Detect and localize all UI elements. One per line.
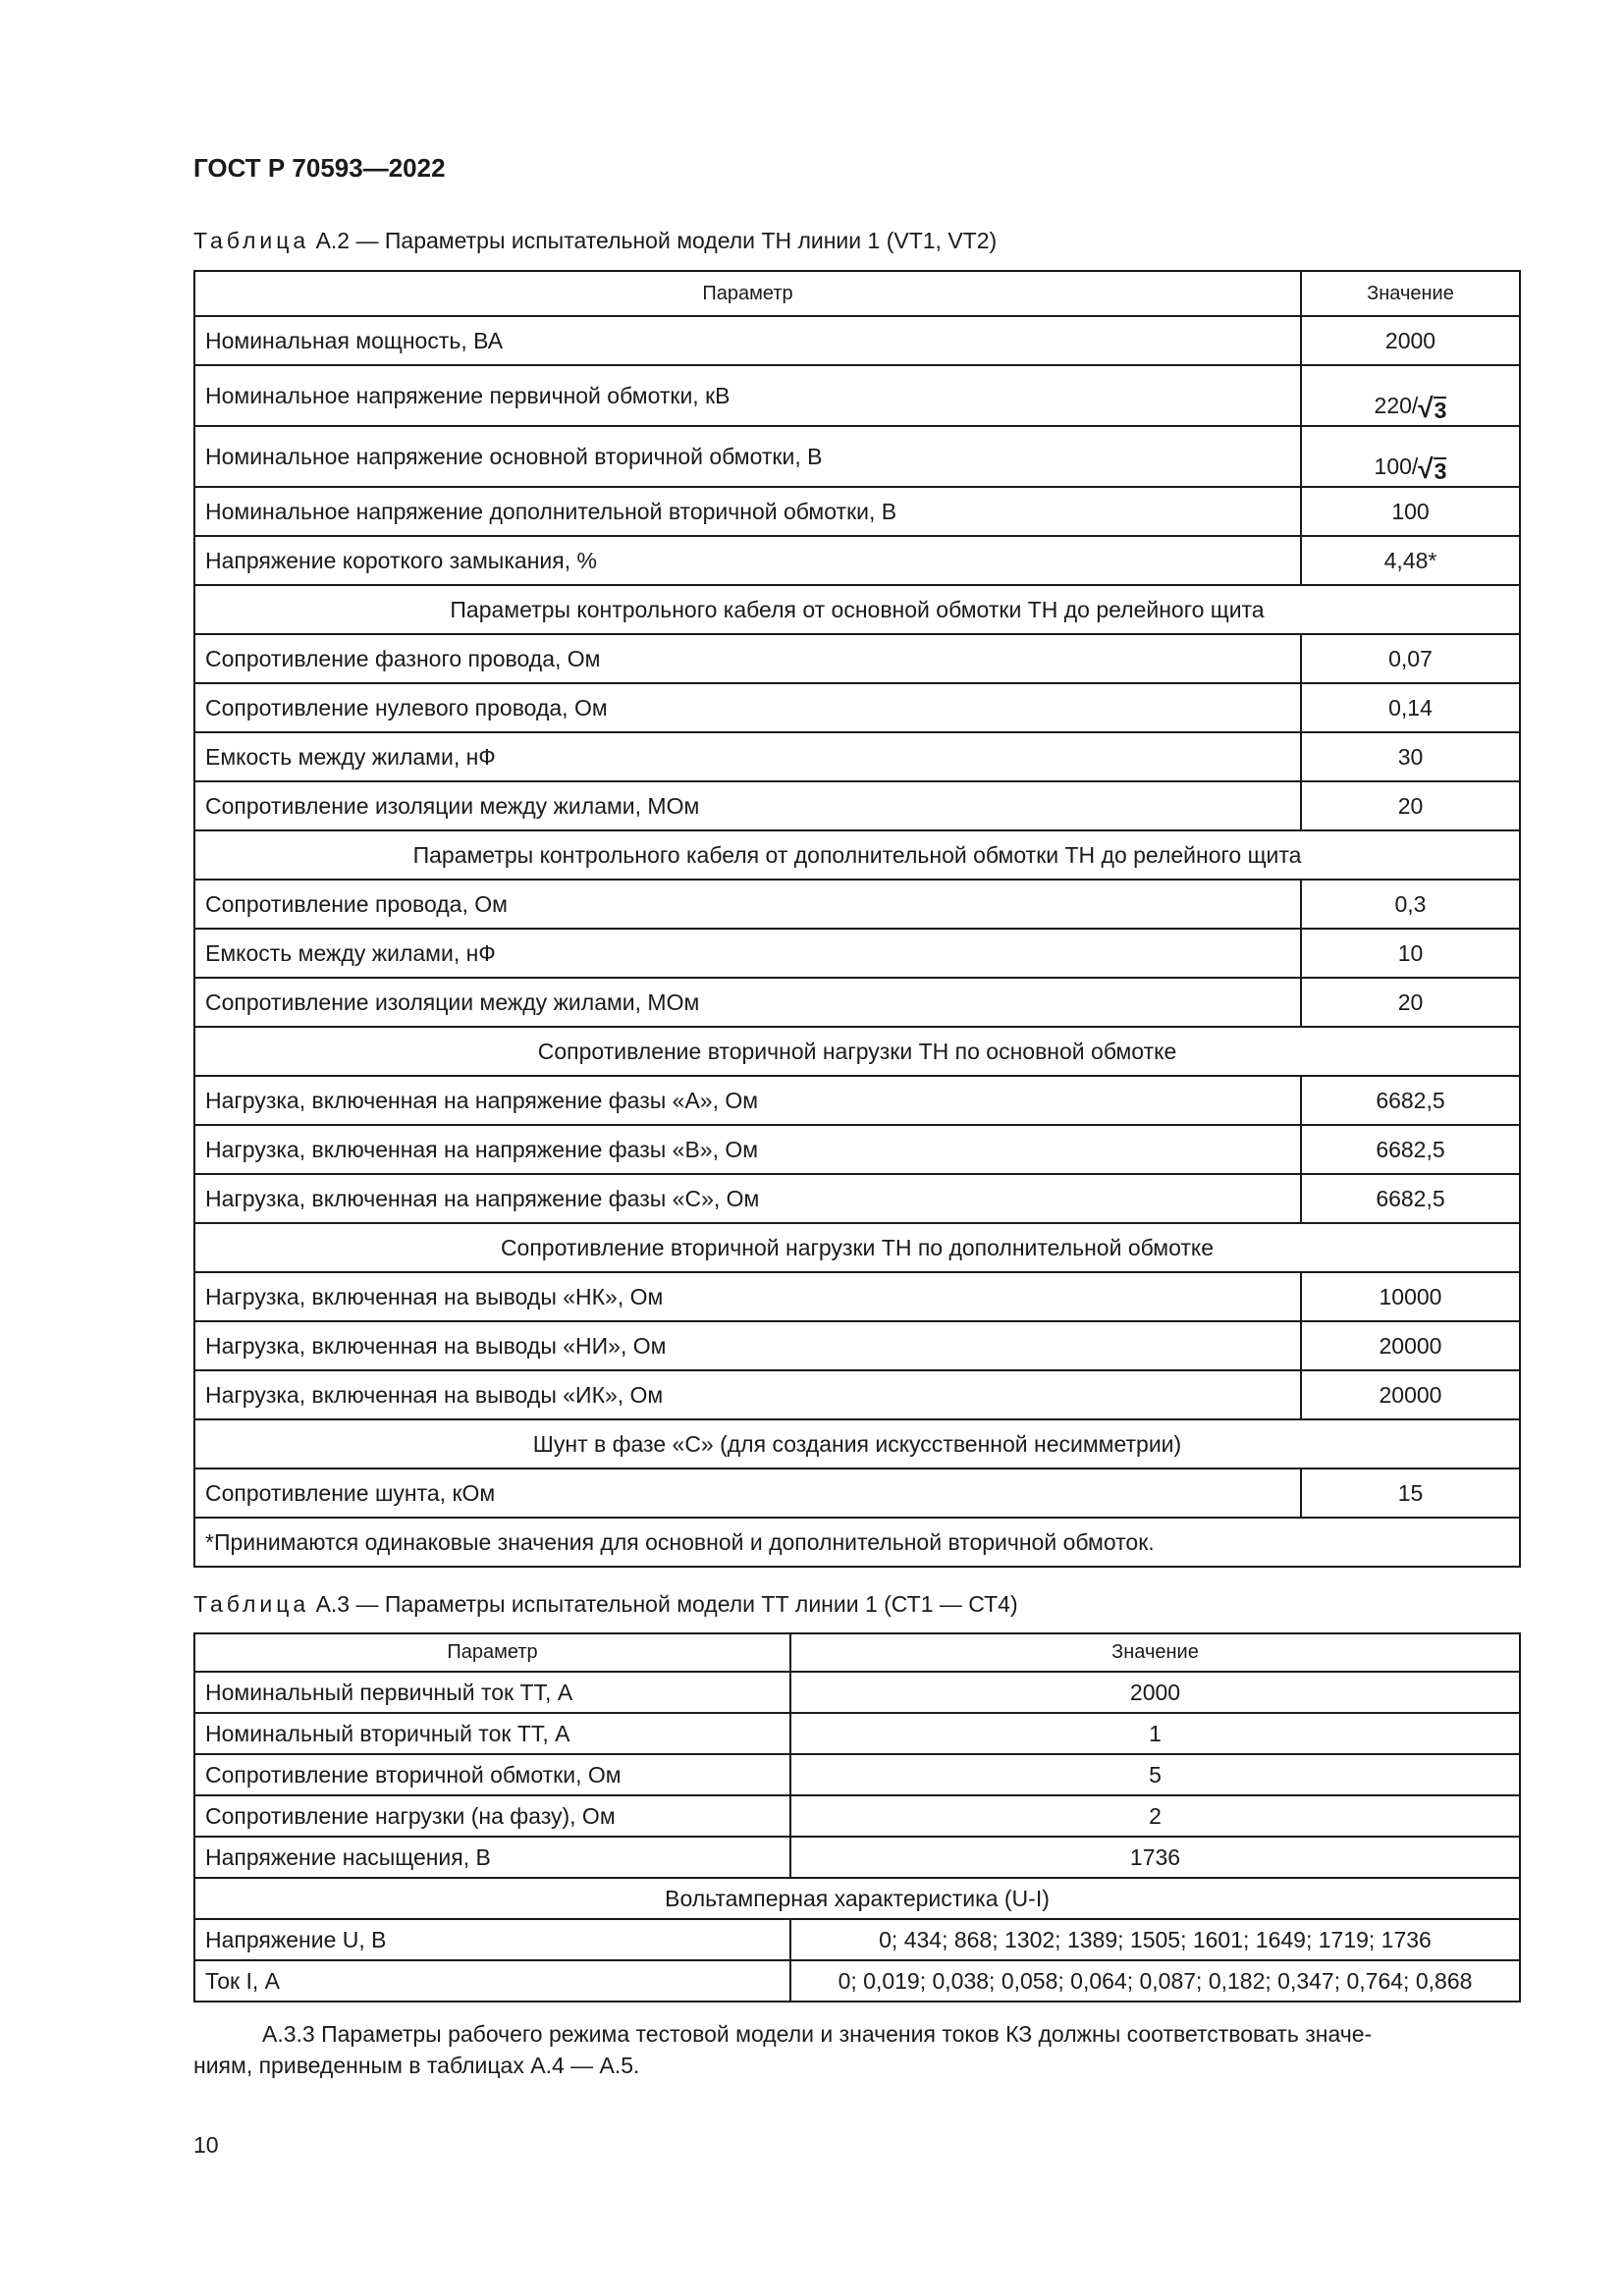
value-cell: 10000 xyxy=(1301,1272,1520,1321)
param-cell: Нагрузка, включенная на напряжение фазы «А», Ом xyxy=(194,1076,1301,1125)
table-footnote: *Принимаются одинаковые значения для основной и дополнительной вторичной обмоток. xyxy=(194,1518,1520,1567)
section-title: Параметры контрольного кабеля от основной обмотки ТН до релейного щита xyxy=(194,585,1520,634)
value-cell: 15 xyxy=(1301,1468,1520,1518)
table-row xyxy=(194,1468,1520,1518)
table-row xyxy=(194,880,1520,929)
value-cell: 6682,5 xyxy=(1301,1174,1520,1223)
sqrt-expression xyxy=(1418,455,1446,483)
sqrt-expression xyxy=(1418,395,1446,422)
value-cell: 20000 xyxy=(1301,1321,1520,1370)
value-cell xyxy=(1301,365,1520,426)
table-section-row xyxy=(194,830,1520,880)
value-cell: 10 xyxy=(1301,929,1520,978)
table-section-row xyxy=(194,1027,1520,1076)
table-a2-caption xyxy=(193,228,997,254)
table-row xyxy=(194,929,1520,978)
value-cell: 4,48* xyxy=(1301,536,1520,585)
table-row xyxy=(194,1837,1520,1878)
sqrt-sign-icon: √ xyxy=(1418,454,1434,484)
table-a2-caption-word: Таблица xyxy=(193,228,310,253)
table-row xyxy=(194,1125,1520,1174)
table-row xyxy=(194,1960,1520,2002)
table-a2 xyxy=(193,270,1521,1568)
param-cell: Ток I, А xyxy=(194,1960,790,2002)
value-cell: 6682,5 xyxy=(1301,1125,1520,1174)
table-section-row xyxy=(194,1223,1520,1272)
param-cell: Сопротивление шунта, кОм xyxy=(194,1468,1301,1518)
section-title: Параметры контрольного кабеля от дополнительной обмотки ТН до релейного щита xyxy=(194,830,1520,880)
param-cell: Сопротивление провода, Ом xyxy=(194,880,1301,929)
value-cell: 1 xyxy=(790,1713,1520,1754)
param-cell: Нагрузка, включенная на выводы «ИК», Ом xyxy=(194,1370,1301,1419)
param-cell: Нагрузка, включенная на выводы «НК», Ом xyxy=(194,1272,1301,1321)
table-row xyxy=(194,316,1520,365)
value-cell: 30 xyxy=(1301,732,1520,781)
value-cell: 2000 xyxy=(790,1672,1520,1713)
table-row xyxy=(194,978,1520,1027)
value-cell: 2000 xyxy=(1301,316,1520,365)
param-cell: Емкость между жилами, нФ xyxy=(194,929,1301,978)
table-row xyxy=(194,1713,1520,1754)
paragraph-line-1: А.3.3 Параметры рабочего режима тестовой модели и значения токов КЗ должны соответствовать значе- xyxy=(262,2021,1373,2047)
table-row xyxy=(194,634,1520,683)
section-title: Вольтамперная характеристика (U-I) xyxy=(194,1878,1520,1919)
param-cell: Номинальный вторичный ток ТТ, А xyxy=(194,1713,790,1754)
param-cell: Сопротивление фазного провода, Ом xyxy=(194,634,1301,683)
table-row xyxy=(194,1321,1520,1370)
param-cell: Нагрузка, включенная на напряжение фазы «С», Ом xyxy=(194,1174,1301,1223)
table-row xyxy=(194,683,1520,732)
paragraph-line-2: ниям, приведенным в таблицах А.4 — А.5. xyxy=(193,2053,640,2078)
param-cell: Сопротивление изоляции между жилами, МОм xyxy=(194,978,1301,1027)
value-text: 220/ xyxy=(1374,393,1419,418)
table-a3-header-row xyxy=(194,1633,1520,1672)
table-section-row xyxy=(194,585,1520,634)
table-a2-header-row xyxy=(194,271,1520,316)
param-cell: Номинальное напряжение дополнительной вторичной обмотки, В xyxy=(194,487,1301,536)
value-cell: 0; 0,019; 0,038; 0,058; 0,064; 0,087; 0,182; 0,347; 0,764; 0,868 xyxy=(790,1960,1520,2002)
table-row xyxy=(194,426,1520,487)
section-title: Сопротивление вторичной нагрузки ТН по основной обмотке xyxy=(194,1027,1520,1076)
value-cell: 20 xyxy=(1301,978,1520,1027)
section-title: Шунт в фазе «С» (для создания искусственной несимметрии) xyxy=(194,1419,1520,1468)
table-a3-col-value: Значение xyxy=(790,1633,1520,1672)
value-cell xyxy=(1301,426,1520,487)
table-section-row xyxy=(194,1419,1520,1468)
table-row xyxy=(194,1272,1520,1321)
param-cell: Номинальное напряжение первичной обмотки, кВ xyxy=(194,365,1301,426)
table-a3 xyxy=(193,1632,1521,2002)
param-cell: Напряжение U, В xyxy=(194,1919,790,1960)
table-row xyxy=(194,732,1520,781)
param-cell: Напряжение короткого замыкания, % xyxy=(194,536,1301,585)
table-a3-col-param: Параметр xyxy=(194,1633,790,1672)
page-number: 10 xyxy=(193,2132,219,2158)
table-row xyxy=(194,1672,1520,1713)
value-cell: 20000 xyxy=(1301,1370,1520,1419)
value-text: 100/ xyxy=(1374,454,1419,479)
value-cell: 6682,5 xyxy=(1301,1076,1520,1125)
value-cell: 1736 xyxy=(790,1837,1520,1878)
param-cell: Номинальное напряжение основной вторичной обмотки, В xyxy=(194,426,1301,487)
param-cell: Нагрузка, включенная на напряжение фазы «В», Ом xyxy=(194,1125,1301,1174)
table-row xyxy=(194,1754,1520,1795)
value-cell: 5 xyxy=(790,1754,1520,1795)
table-a2-col-value: Значение xyxy=(1301,271,1520,316)
table-a2-caption-text: А.2 — Параметры испытательной модели ТН линии 1 (VT1, VT2) xyxy=(315,228,998,253)
table-row xyxy=(194,365,1520,426)
section-title: Сопротивление вторичной нагрузки ТН по дополнительной обмотке xyxy=(194,1223,1520,1272)
table-row xyxy=(194,1174,1520,1223)
value-cell: 2 xyxy=(790,1795,1520,1837)
table-row xyxy=(194,1919,1520,1960)
table-row xyxy=(194,487,1520,536)
table-row xyxy=(194,1076,1520,1125)
param-cell: Напряжение насыщения, В xyxy=(194,1837,790,1878)
param-cell: Сопротивление нулевого провода, Ом xyxy=(194,683,1301,732)
sqrt-argument: 3 xyxy=(1434,398,1447,423)
table-row xyxy=(194,1370,1520,1419)
table-row xyxy=(194,781,1520,830)
document-header: ГОСТ Р 70593—2022 xyxy=(193,153,446,183)
value-cell: 100 xyxy=(1301,487,1520,536)
sqrt-sign-icon: √ xyxy=(1418,393,1434,423)
table-a3-caption xyxy=(193,1591,1018,1618)
param-cell: Сопротивление нагрузки (на фазу), Ом xyxy=(194,1795,790,1837)
table-a3-caption-text: А.3 — Параметры испытательной модели ТТ линии 1 (СТ1 — СТ4) xyxy=(315,1591,1018,1617)
table-row xyxy=(194,536,1520,585)
value-cell: 0,14 xyxy=(1301,683,1520,732)
param-cell: Нагрузка, включенная на выводы «НИ», Ом xyxy=(194,1321,1301,1370)
value-cell: 0; 434; 868; 1302; 1389; 1505; 1601; 1649; 1719; 1736 xyxy=(790,1919,1520,1960)
table-a3-caption-word: Таблица xyxy=(193,1591,310,1617)
sqrt-argument: 3 xyxy=(1434,458,1447,484)
param-cell: Сопротивление вторичной обмотки, Ом xyxy=(194,1754,790,1795)
table-a2-col-param: Параметр xyxy=(194,271,1301,316)
param-cell: Номинальная мощность, ВА xyxy=(194,316,1301,365)
value-cell: 20 xyxy=(1301,781,1520,830)
value-cell: 0,07 xyxy=(1301,634,1520,683)
param-cell: Номинальный первичный ток ТТ, А xyxy=(194,1672,790,1713)
table-section-row xyxy=(194,1878,1520,1919)
table-row xyxy=(194,1795,1520,1837)
param-cell: Емкость между жилами, нФ xyxy=(194,732,1301,781)
param-cell: Сопротивление изоляции между жилами, МОм xyxy=(194,781,1301,830)
paragraph-a33 xyxy=(193,2018,1519,2081)
footnote-row xyxy=(194,1518,1520,1567)
value-cell: 0,3 xyxy=(1301,880,1520,929)
